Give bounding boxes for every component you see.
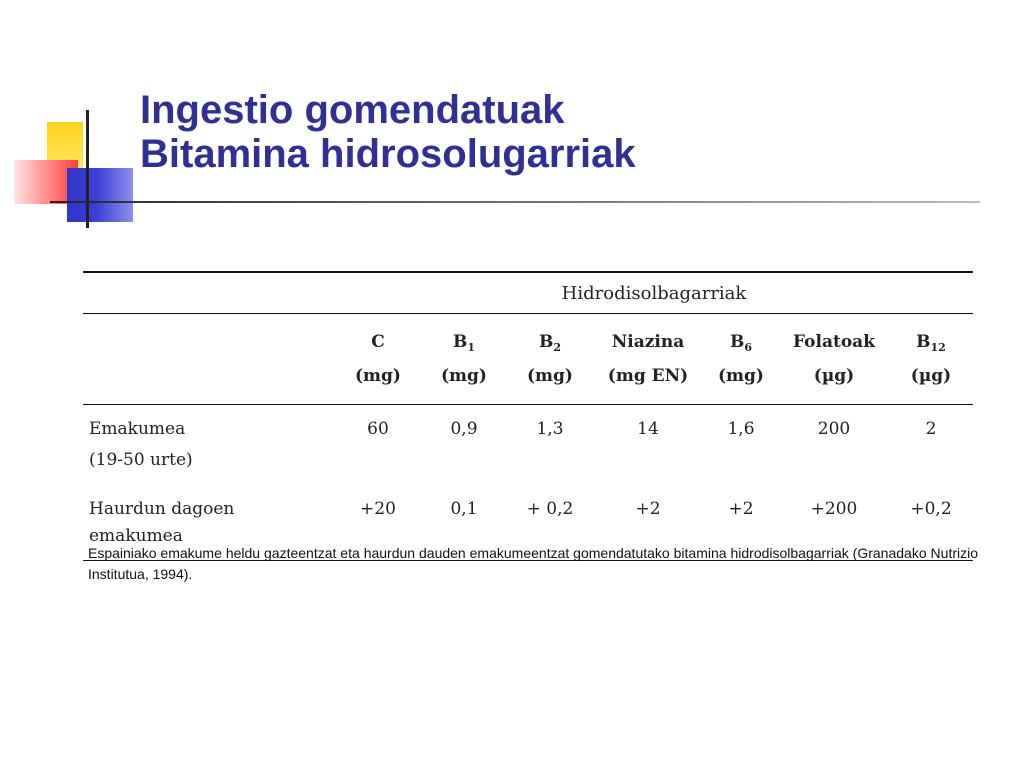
column-name: B: [916, 332, 931, 352]
table-cell: 1,6: [727, 419, 755, 439]
table-caption: Espainiako emakume heldu gazteentzat eta haurdun dauden emakumeentzat gomendatutako bitamina hidrodisolbagarriak (Granadako Nutrizio Institutua, 1994).: [88, 545, 978, 582]
group-header-empty: [83, 272, 335, 314]
column-unit: (mg): [718, 366, 764, 386]
column-header: [335, 314, 421, 405]
column-header: [889, 314, 973, 405]
table-cell: 200: [817, 419, 851, 439]
group-header: Hidrodisolbagarriak: [335, 272, 973, 314]
table-row: [83, 405, 973, 489]
column-name: Niazina: [611, 332, 685, 352]
title-underline: [50, 201, 980, 203]
table-cell: 60: [367, 419, 389, 439]
column-name: B: [538, 332, 554, 352]
slide-title: [140, 88, 636, 176]
vertical-rule: [86, 110, 89, 228]
row-label-line-2: emakumea: [89, 526, 183, 546]
column-name: Folatoak: [793, 332, 875, 352]
column-subscript: 6: [744, 341, 753, 354]
table-cell: 1,3: [536, 419, 564, 439]
group-header-row: [83, 272, 973, 314]
decorative-logo: [0, 0, 140, 240]
column-subscript: 12: [930, 341, 946, 354]
column-name: B: [729, 332, 745, 352]
column-name: C: [371, 332, 385, 352]
table-cell: + 0,2: [507, 488, 593, 561]
header-empty: [83, 314, 335, 405]
title-line-1: Ingestio gomendatuak: [140, 88, 565, 132]
table-cell: 0,1: [421, 488, 507, 561]
row-label-line-2: (19-50 urte): [89, 450, 193, 470]
row-label-line-1: Emakumea: [89, 419, 186, 439]
table-cell: +20: [335, 488, 421, 561]
title-line-2: Bitamina hidrosolugarriak: [140, 132, 636, 176]
table-cell: +0,2: [889, 488, 973, 561]
table-cell: +200: [779, 488, 889, 561]
column-unit: (µg): [813, 366, 855, 386]
table-cell: 14: [637, 419, 659, 439]
column-subscript: 2: [553, 341, 562, 354]
table-cell: 2: [925, 419, 937, 439]
column-unit: (µg): [910, 366, 952, 386]
column-header: [779, 314, 889, 405]
blue-square: [67, 168, 133, 222]
column-unit: (mg): [527, 366, 573, 386]
row-label: [83, 405, 335, 489]
row-label-line-1: Haurdun dagoen: [89, 499, 235, 519]
column-header-row: [83, 314, 973, 405]
table-cell: 0,9: [450, 419, 478, 439]
column-header: [421, 314, 507, 405]
column-unit: (mg EN): [607, 366, 689, 386]
column-header: [593, 314, 703, 405]
column-header: [507, 314, 593, 405]
table-cell: +2: [593, 488, 703, 561]
column-unit: (mg): [441, 366, 487, 386]
column-header: [703, 314, 779, 405]
table-cell: +2: [703, 488, 779, 561]
column-name: B: [452, 332, 468, 352]
vitamin-table: [83, 271, 973, 561]
column-unit: (mg): [355, 366, 401, 386]
column-subscript: 1: [467, 341, 476, 354]
